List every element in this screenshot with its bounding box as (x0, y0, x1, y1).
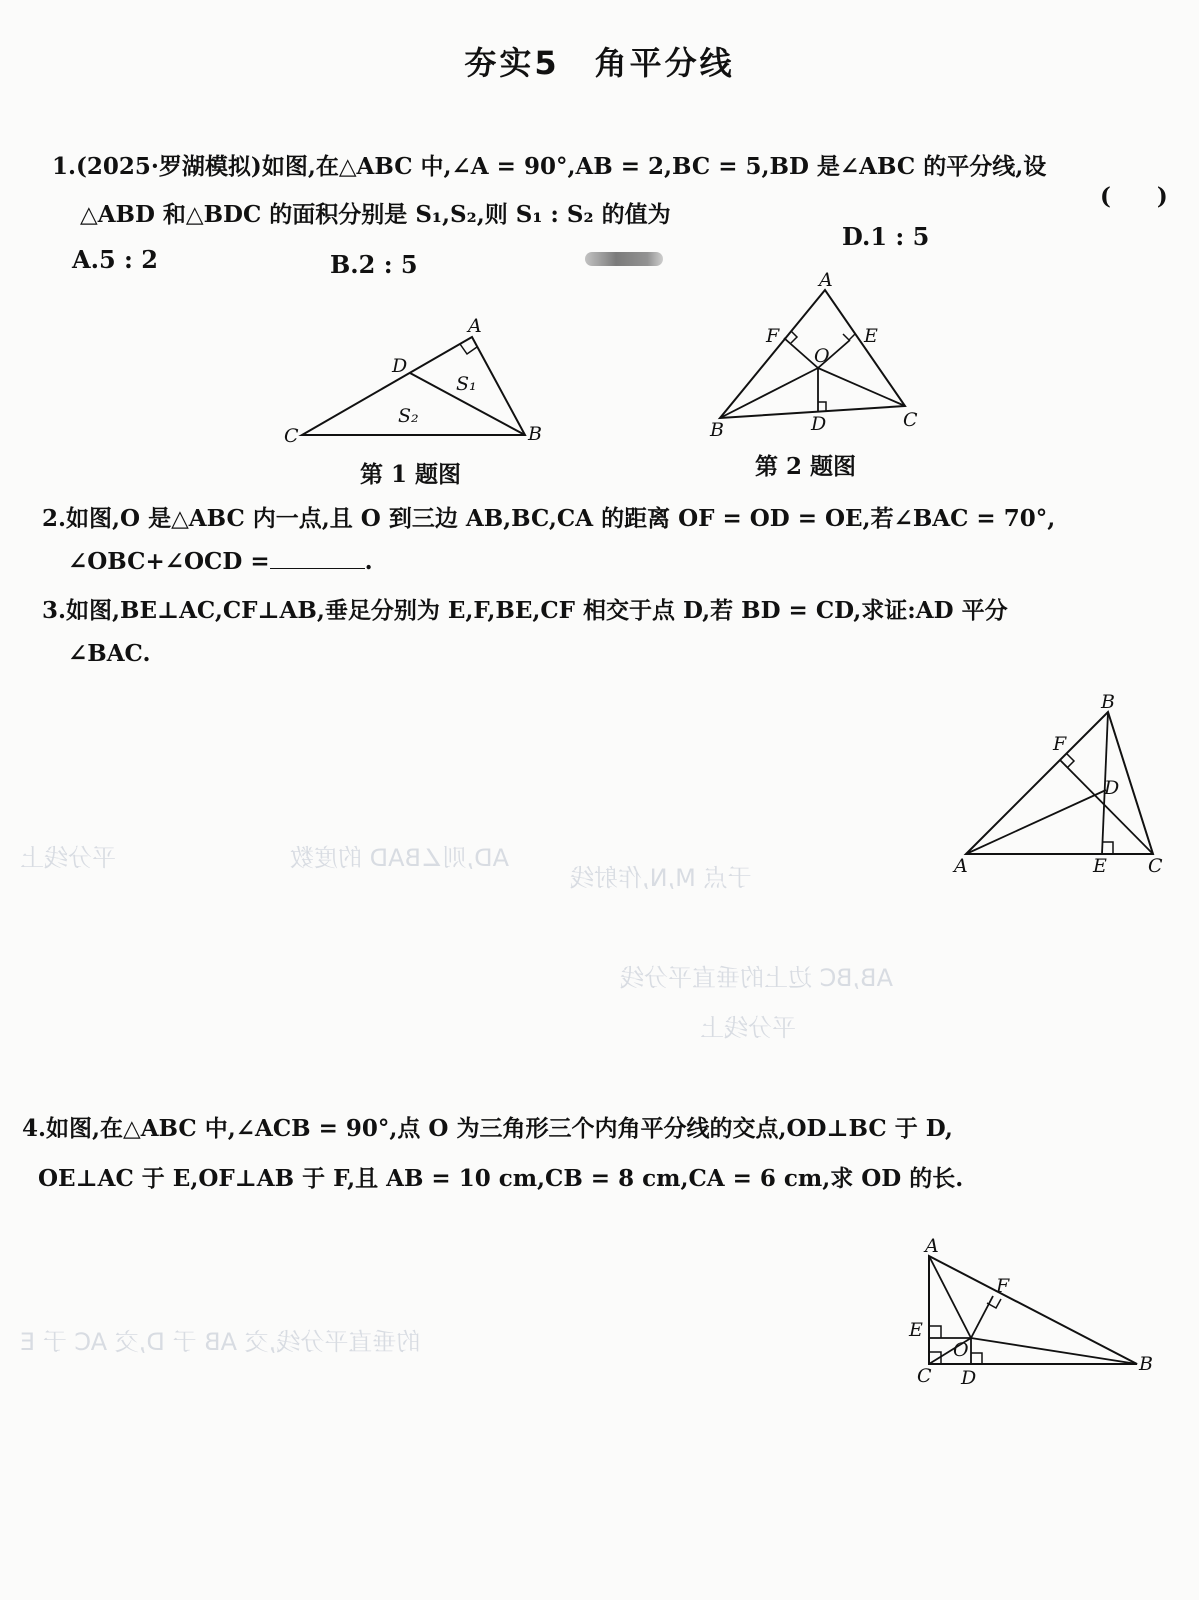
label-d-2: D (811, 413, 827, 435)
label-b-2: B (710, 419, 724, 440)
label-s2: S₂ (398, 405, 419, 427)
label-d-4: D (961, 1367, 977, 1389)
label-f-3: F (1053, 733, 1067, 755)
segment-ob (720, 368, 818, 418)
label-a-4: A (925, 1238, 939, 1257)
label-c: C (284, 425, 299, 447)
answer-blank[interactable] (270, 548, 365, 569)
question-3-line-2: ∠BAC. (68, 640, 151, 667)
triangle-abc-2 (720, 290, 905, 418)
question-2-text-2: ∠OBC+∠OCD = (68, 548, 270, 575)
label-f-4: F (996, 1275, 1010, 1297)
label-e-4: E (909, 1319, 923, 1341)
question-2-line-2 (68, 548, 373, 575)
option-a: A.5 : 2 (72, 245, 158, 274)
label-b: B (528, 423, 542, 445)
question-4-line-2: OE⊥AC 于 E,OF⊥AB 于 F,且 AB = 10 cm,CB = 8 cm,CA = 6 cm,求 OD 的长. (38, 1165, 964, 1192)
label-a-3: A (954, 855, 968, 877)
label-d: D (392, 355, 408, 377)
bleed-text-4: AB,BC 边上的垂直平分线 (620, 964, 893, 992)
label-f-2: F (766, 325, 780, 347)
question-4-text-1: 如图,在△ABC 中,∠ACB = 90°,点 O 为三角形三个内角平分线的交点,OD⊥BC 于 D, (46, 1115, 953, 1142)
question-3-line-1 (42, 592, 1008, 625)
bleed-text-6: 的垂直平分线,交 AB 于 D,交 AC 于 E (20, 1328, 421, 1356)
right-angle-d (818, 402, 826, 411)
bleed-text-1: 平分线上 (20, 844, 116, 872)
label-a-2: A (819, 270, 833, 291)
question-1-source-tag: (2025·罗湖模拟) (76, 153, 262, 180)
question-1-line-2: △ABD 和△BDC 的面积分别是 S₁,S₂,则 S₁ : S₂ 的值为 (80, 201, 671, 228)
right-angle-e (843, 334, 855, 340)
label-e-2: E (864, 325, 878, 347)
segment-ad (966, 790, 1106, 854)
right-angle-f (791, 331, 797, 343)
answer-bracket: ( ) (1100, 183, 1168, 210)
question-1-line-1 (52, 148, 1046, 181)
label-s1: S₁ (456, 373, 477, 395)
question-2-line-1 (42, 500, 1055, 533)
label-a: A (468, 315, 482, 337)
question-2-period: . (364, 548, 373, 575)
option-d: D.1 : 5 (842, 222, 930, 251)
right-angle-e-3 (1102, 842, 1113, 854)
label-d-3: D (1104, 777, 1120, 799)
bleed-text-2: AD,则∠BAD 的度数 (290, 844, 510, 872)
label-e-3: E (1093, 855, 1107, 877)
figure-2-caption: 第 2 题图 (755, 453, 857, 480)
figure-1 (280, 310, 560, 460)
label-b-4: B (1139, 1353, 1153, 1375)
label-c-3: C (1148, 855, 1163, 877)
right-angle-d-4 (971, 1353, 982, 1364)
option-b: B.2 : 5 (330, 250, 418, 279)
figure-4 (905, 1238, 1165, 1398)
segment-of-4 (971, 1296, 993, 1338)
question-2-number: 2. (42, 505, 67, 532)
right-angle-f-4 (987, 1299, 1001, 1308)
label-c-2: C (903, 409, 918, 431)
label-b-3: B (1101, 692, 1115, 713)
page-title: 夯实5 角平分线 (464, 44, 735, 82)
figure-2 (700, 270, 940, 440)
question-4-number: 4. (22, 1115, 47, 1142)
right-angle-e-4 (929, 1326, 941, 1338)
label-c-4: C (917, 1365, 932, 1387)
label-o-2: O (814, 345, 830, 367)
right-angle-f-3 (1067, 754, 1074, 768)
right-angle-mark (460, 344, 477, 354)
question-2-text-1: 如图,O 是△ABC 内一点,且 O 到三边 AB,BC,CA 的距离 OF = OD = OE,若∠BAC = 70°, (66, 505, 1056, 532)
option-c-smudge (585, 252, 663, 266)
segment-of (784, 338, 818, 368)
label-o-4: O (953, 1339, 969, 1361)
question-3-text-1: 如图,BE⊥AC,CF⊥AB,垂足分别为 E,F,BE,CF 相交于点 D,若 BD = CD,求证:AD 平分 (66, 597, 1008, 624)
question-1-number: 1. (52, 153, 77, 180)
bleed-text-5: 平分线上 (700, 1014, 796, 1042)
question-1-text-1: 如图,在△ABC 中,∠A = 90°,AB = 2,BC = 5,BD 是∠ABC 的平分线,设 (261, 153, 1047, 180)
figure-3 (948, 692, 1168, 882)
question-4-line-1 (22, 1110, 953, 1143)
bleed-text-3: 于点 M,N,作射线 (570, 864, 752, 892)
question-3-number: 3. (42, 597, 67, 624)
figure-1-caption: 第 1 题图 (360, 461, 462, 488)
